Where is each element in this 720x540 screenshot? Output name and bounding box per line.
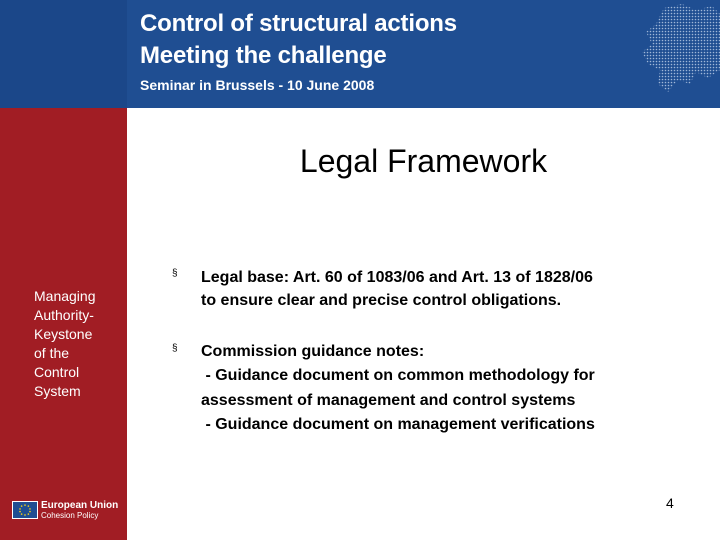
header-subtitle: Seminar in Brussels - 10 June 2008 <box>140 77 375 93</box>
eu-logo <box>12 500 122 522</box>
slide-title: Legal Framework <box>299 143 548 179</box>
eu-logo-name: European Union <box>41 500 119 511</box>
bullet-line: - Guidance document on common methodology for <box>201 367 595 384</box>
sidebar-line: System <box>34 383 81 399</box>
bullet-text <box>201 340 595 438</box>
header-banner <box>0 0 720 108</box>
bullet-line: - Guidance document on management verifications <box>201 416 595 433</box>
sidebar-line: Keystone <box>34 326 93 342</box>
header-title-line2: Meeting the challenge <box>140 42 387 69</box>
bullet-line: Legal base: Art. 60 of 1083/06 and Art. 13 of 1828/06 <box>201 269 593 286</box>
sidebar-line: Control <box>34 364 80 380</box>
sidebar-line: of the <box>34 345 70 361</box>
bullet-marker: § <box>172 343 178 354</box>
europe-map-icon <box>634 0 720 100</box>
bullet-line: Commission guidance notes: <box>201 343 425 360</box>
header-title-line1: Control of structural actions <box>140 10 457 37</box>
bullet-marker: § <box>172 268 178 279</box>
sidebar-caption <box>34 287 119 401</box>
sidebar-panel <box>0 108 127 540</box>
bullet-line: to ensure clear and precise control obligations. <box>201 292 562 309</box>
bullet-text <box>201 266 593 312</box>
header-left-bar <box>0 0 127 108</box>
eu-flag-icon <box>12 501 38 519</box>
page-number: 4 <box>666 495 674 511</box>
sidebar-line: Authority- <box>34 307 94 323</box>
eu-logo-subtitle: Cohesion Policy <box>41 511 99 520</box>
bullet-line: assessment of management and control systems <box>201 392 576 409</box>
sidebar-line: Managing <box>34 288 96 304</box>
